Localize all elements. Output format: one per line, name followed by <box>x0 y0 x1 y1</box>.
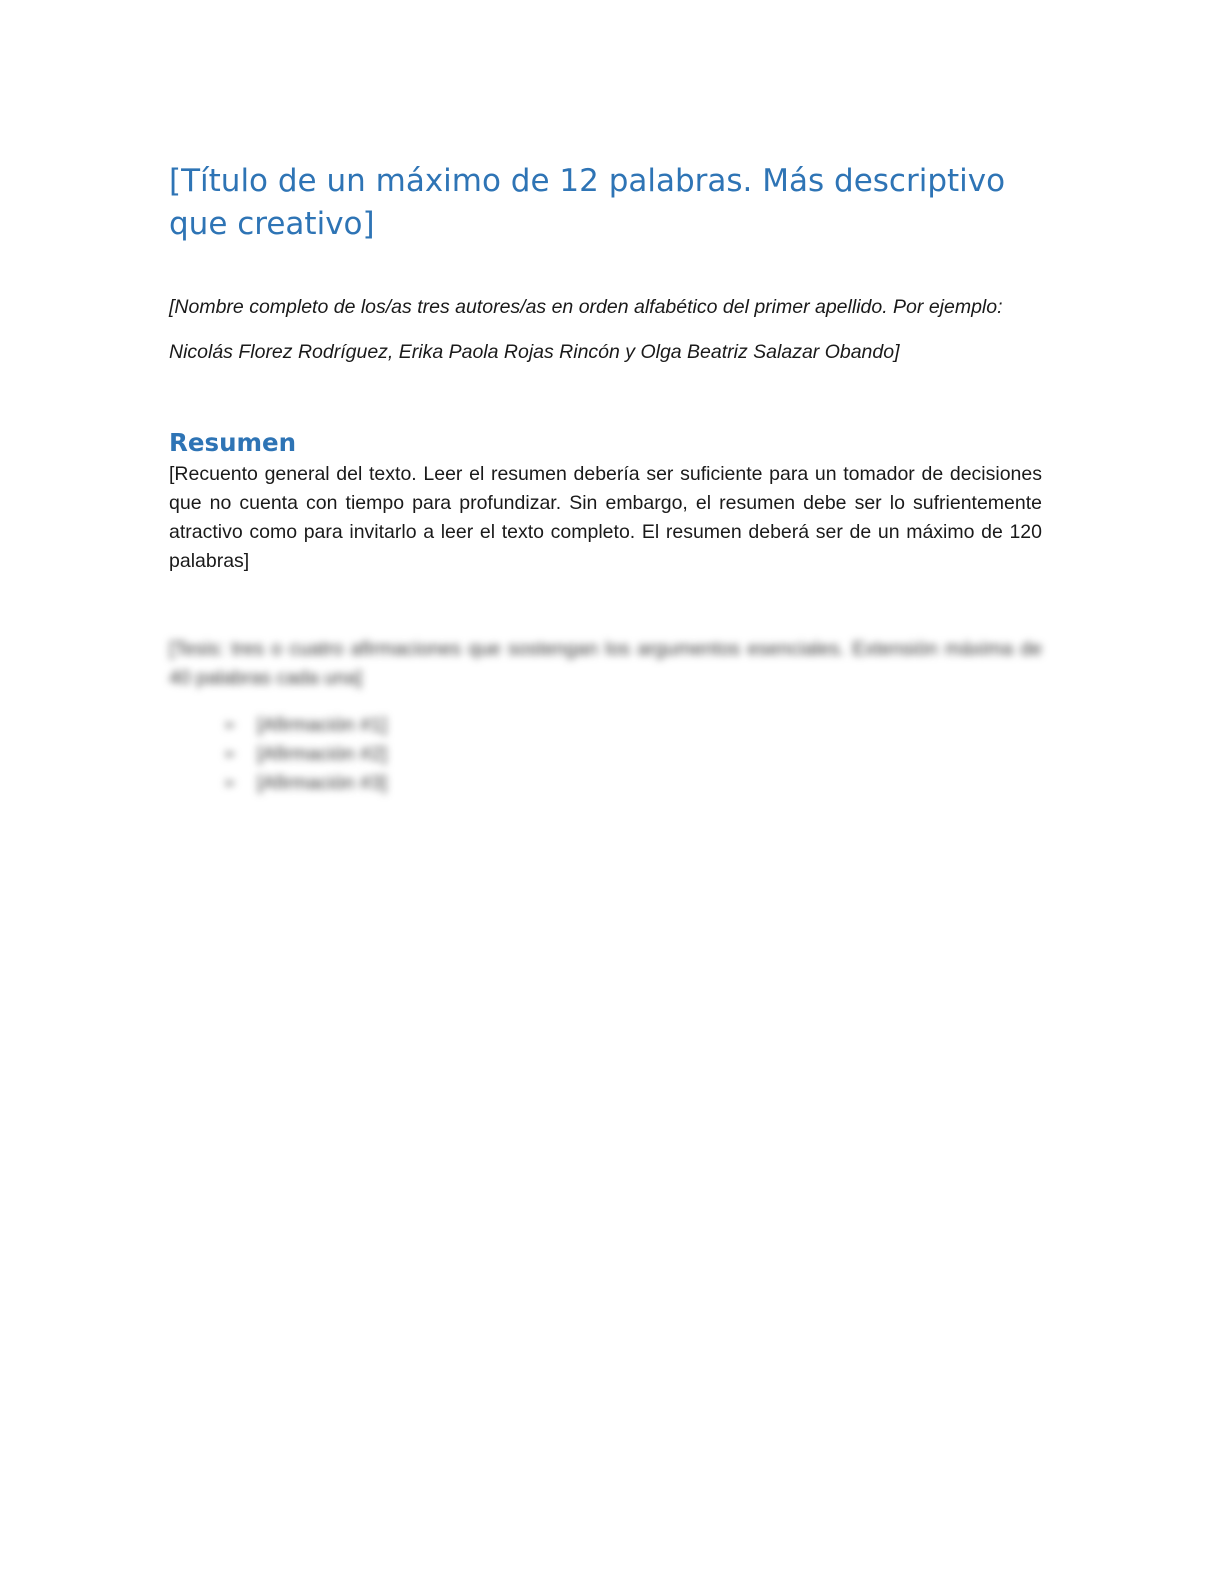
claim-label: [Afirmación #1] <box>257 714 388 736</box>
authors-example: Nicolás Florez Rodríguez, Erika Paola Rojas Rincón y Olga Beatriz Salazar Obando] <box>169 341 900 363</box>
document-title: [Título de un máximo de 12 palabras. Más descriptivo que creativo] <box>169 163 1006 242</box>
blurred-section <box>169 635 1042 798</box>
thesis-text: [Tesis: tres o cuatro afirmaciones que sostengan los argumentos esenciales. Extensión máxima de 40 palabras cada una] <box>169 638 1042 689</box>
arrow-bullet-icon: ➢ <box>223 717 237 734</box>
arrow-bullet-icon: ➢ <box>223 775 237 792</box>
summary-text: [Recuento general del texto. Leer el resumen debería ser suficiente para un tomador de decisiones que no cuenta con tiempo para profundizar. Sin embargo, el resumen debe ser lo sufrientemente atractivo como para invitarlo a leer el texto completo. El resumen deberá ser de un máximo de 120 palabras] <box>169 463 1042 572</box>
arrow-bullet-icon: ➢ <box>223 746 237 763</box>
list-item <box>223 769 1042 798</box>
claim-label: [Afirmación #2] <box>257 743 388 765</box>
list-item <box>223 711 1042 740</box>
claim-label: [Afirmación #3] <box>257 772 388 794</box>
claims-list <box>169 711 1042 798</box>
page-content <box>169 160 1042 798</box>
authors-instruction: [Nombre completo de los/as tres autores/as en orden alfabético del primer apellido. Por ejemplo: <box>169 296 1003 318</box>
summary-heading: Resumen <box>169 428 297 457</box>
list-item <box>223 740 1042 769</box>
